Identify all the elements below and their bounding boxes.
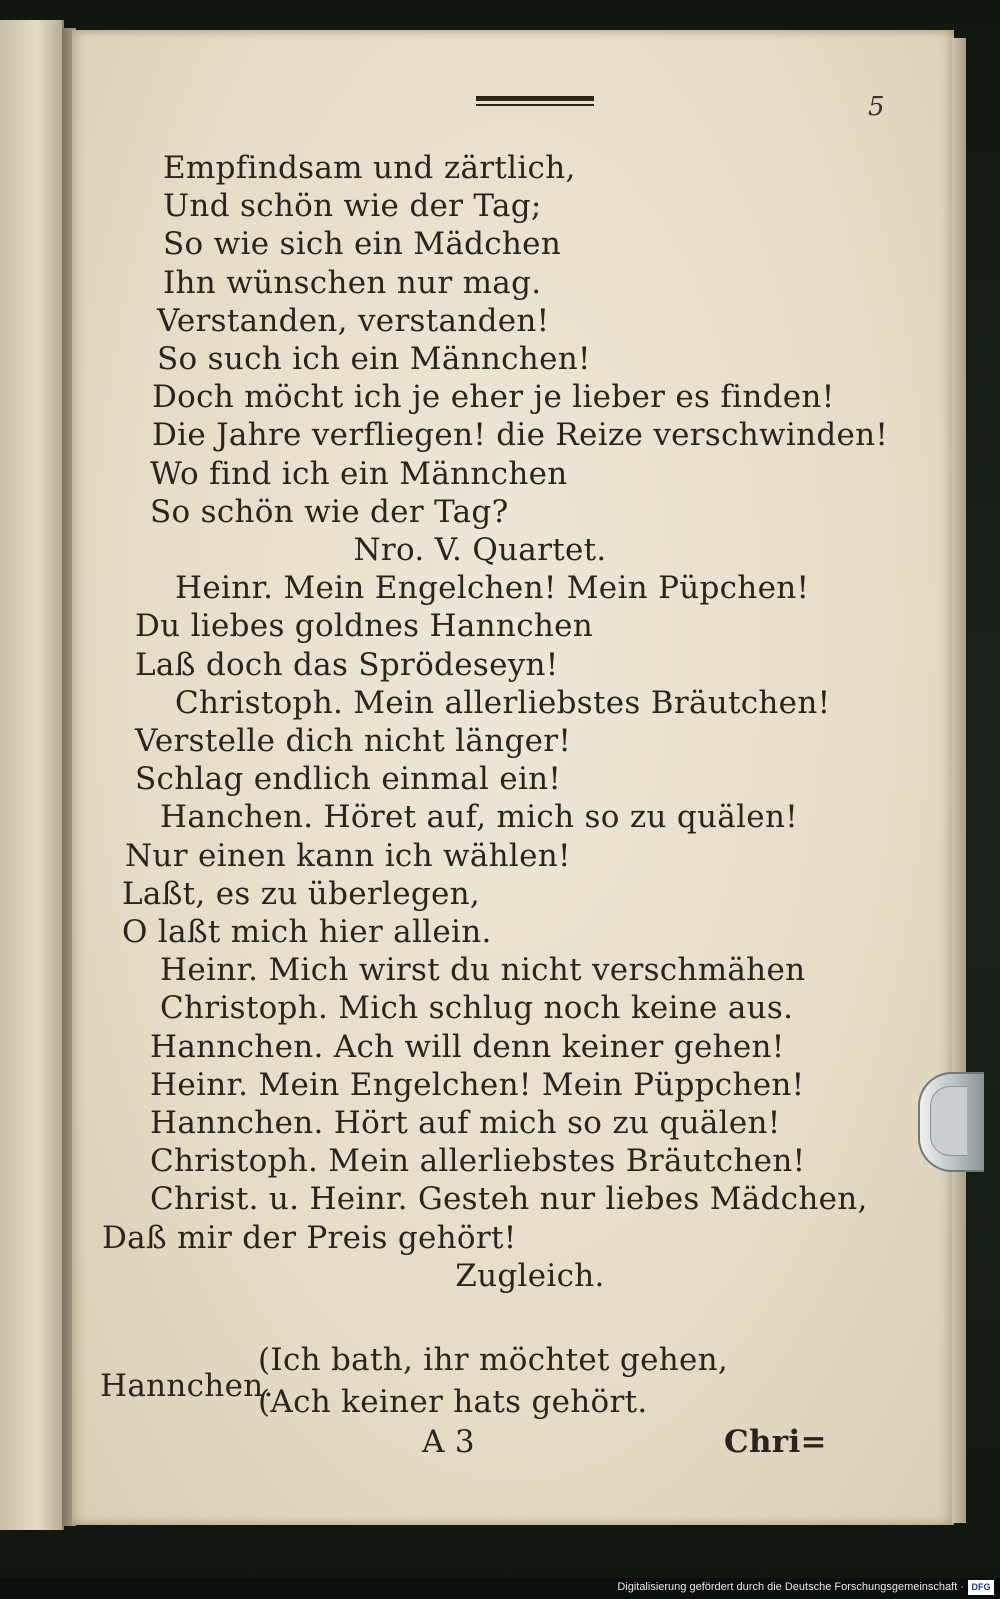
verse-line: Hanchen. Höret auf, mich so zu quälen! <box>160 799 798 836</box>
verse-line: Empfindsam und zärtlich, <box>163 150 576 186</box>
verse-line: Laß doch das Sprödeseyn! <box>135 646 559 683</box>
page-clip-tab <box>918 1072 984 1172</box>
verse-line: Doch möcht ich je eher je lieber es finden! <box>152 379 835 416</box>
verse-line: So wie sich ein Mädchen <box>163 226 562 263</box>
verse-line: Die Jahre verfliegen! die Reize verschwinden! <box>152 417 889 454</box>
verse-line: Schlag endlich einmal ein! <box>135 761 562 798</box>
verse-line: Laßt, es zu überlegen, <box>122 875 481 912</box>
verse-line: Verstelle dich nicht länger! <box>135 723 572 759</box>
dfg-logo: DFG <box>968 1580 994 1595</box>
verse-line: Und schön wie der Tag; <box>163 188 542 225</box>
digitization-credit: Digitalisierung gefördert durch die Deutsche Forschungsgemeinschaft · <box>617 1581 964 1593</box>
page-number: 5 <box>868 92 885 122</box>
verse-line: Zugleich. <box>455 1257 605 1294</box>
verse-line: Hannchen. Ach will denn keiner gehen! <box>150 1028 785 1065</box>
verse-line: So schön wie der Tag? <box>150 493 509 530</box>
verse-line: Nur einen kann ich wählen! <box>125 837 571 874</box>
facing-page-edge <box>0 20 64 1530</box>
page-stack-edge <box>952 38 966 1523</box>
verse-line: Du liebes goldnes Hannchen <box>135 608 594 645</box>
verse-line: Wo find ich ein Männchen <box>150 455 568 492</box>
verse-line: So such ich ein Männchen! <box>157 341 591 377</box>
catchword: Chri= <box>724 1424 827 1460</box>
verse-line: Heinr. Mein Engelchen! Mein Püpchen! <box>175 570 810 607</box>
verse-line: Daß mir der Preis gehört! <box>102 1219 517 1256</box>
verse-line: Nro. V. Quartet. <box>353 532 607 568</box>
verse-line: Hannchen. Hört auf mich so zu quälen! <box>150 1105 781 1141</box>
verse-line: Christoph. Mich schlug noch keine aus. <box>160 990 794 1027</box>
verse-line: Ihn wünschen nur mag. <box>163 264 542 301</box>
speaker-label: Hannchen. <box>100 1368 274 1404</box>
verse-line: Heinr. Mich wirst du nicht verschmähen <box>160 952 806 989</box>
verse-line: Verstanden, verstanden! <box>157 302 550 339</box>
verse-line: Christoph. Mein allerliebstes Bräutchen! <box>175 684 831 721</box>
verse-line: O laßt mich hier allein. <box>122 914 492 950</box>
simultaneous-line-2: (Ach keiner hats gehört. <box>258 1384 648 1420</box>
verse-line: Christ. u. Heinr. Gesteh nur liebes Mädchen, <box>150 1181 868 1218</box>
header-rule <box>476 96 594 106</box>
signature-mark: A 3 <box>422 1424 475 1460</box>
verse-line: Heinr. Mein Engelchen! Mein Püppchen! <box>150 1066 805 1103</box>
verse-line: Christoph. Mein allerliebstes Bräutchen! <box>150 1143 806 1180</box>
simultaneous-line-1: (Ich bath, ihr möchtet gehen, <box>258 1342 729 1378</box>
